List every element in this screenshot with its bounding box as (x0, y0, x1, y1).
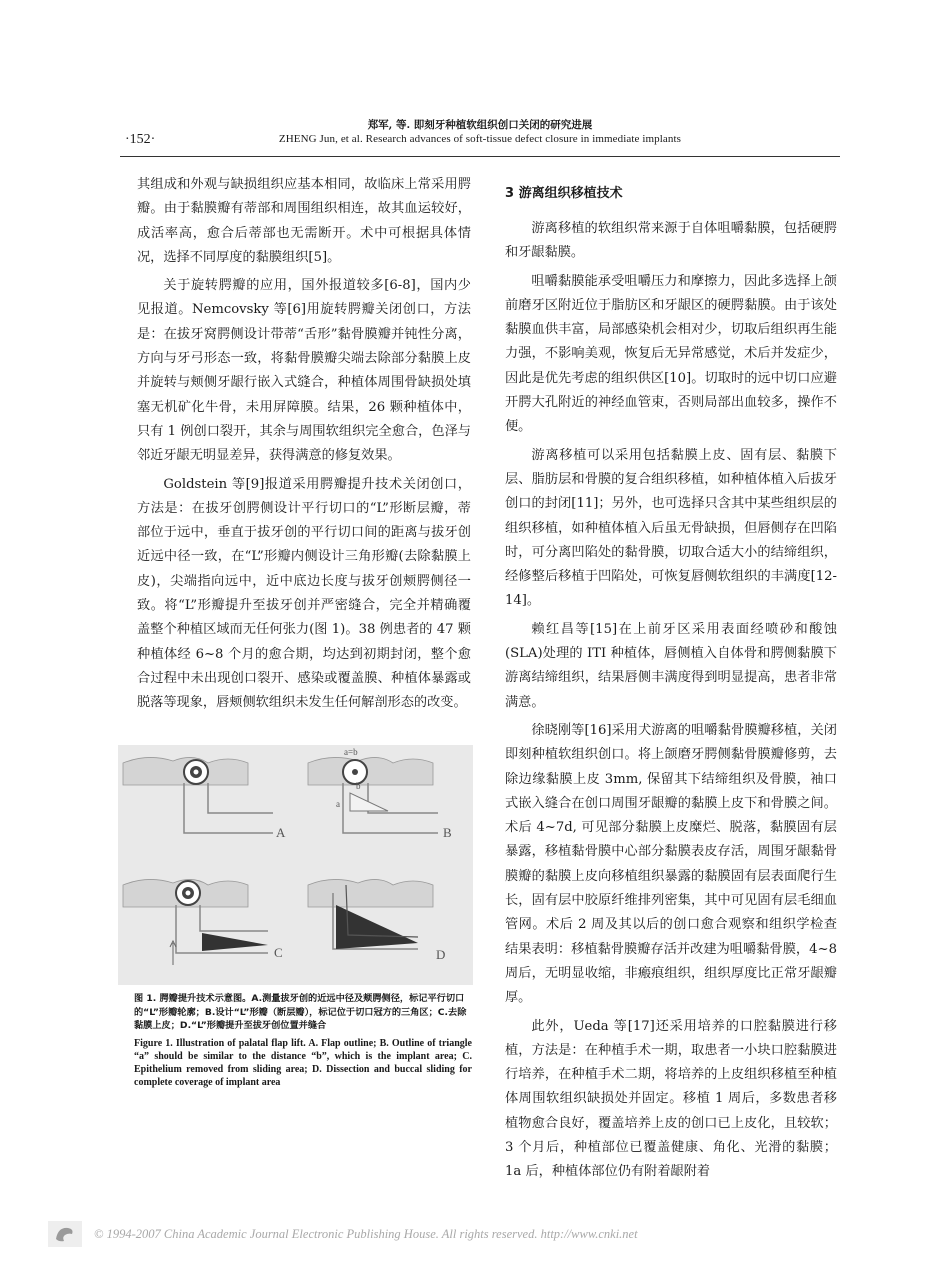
panel-label-b: B (443, 825, 452, 840)
panel-c (123, 879, 283, 965)
paragraph: 游离移植的软组织常来源于自体咀嚼黏膜，包括硬腭和牙龈黏膜。 (505, 221, 837, 261)
paragraph: 其组成和外观与缺损组织应基本相同，故临床上常采用腭瓣。由于黏膜瓣有蒂部和周围组织相连，故其血运较好，成活率高，愈合后蒂部也无需断开。术中可根据具体情况，选择不同厚度的黏膜组织[5]。 (137, 177, 471, 265)
paragraph: 徐晓刚等[16]采用犬游离的咀嚼黏骨膜瓣移植，关闭即刻种植软组织创口。将上颌磨牙腭侧黏骨膜瓣修剪，去除边缘黏膜上皮 3mm, 保留其下结缔组织及骨膜，袖口式嵌入缝合在创口周围牙龈瓣的黏膜上皮下和骨膜之间。术后 4~7d, 可见部分黏膜上皮糜烂、脱落，黏膜固有层暴露，移植黏骨膜中心部分黏膜表皮存活，周围牙龈黏骨膜瓣的黏膜上皮向移植组织暴露的黏膜固有层表面爬行生长，固有层中胶原纤维排列密集，其中可见固有层毛细血管网。术后 2 周及其以后的创口愈合观察和组织学检查结果表明：移植黏骨膜瓣存活并改建为咀嚼黏骨膜，4~8 周后，无明显收缩，非瘢痕组织，组织厚度比正常牙龈瓣厚。 (505, 722, 837, 1006)
panel-d (308, 879, 445, 962)
page-number: ·152· (125, 132, 156, 147)
header-rule (120, 156, 840, 157)
paragraph: 此外，Ueda 等[17]还采用培养的口腔黏膜进行移植，方法是：在种植手术一期，取患者一小块口腔黏膜进行培养，在种植手术二期，将培养的上皮组织移植至种植体周围软组织缺损处并固定。移植 1 周后，多数患者移植物愈合良好，覆盖培养上皮的创口已上皮化，且较软；3 个月后，种植部位已覆盖健康、角化、光滑的黏膜；1a 后，种植体部位仍有附着龈附着 (505, 1018, 837, 1180)
header-title-cn: 郑军, 等. 即刻牙种植软组织创口关闭的研究进展 (367, 119, 593, 131)
panel-label-d: D (436, 947, 446, 962)
running-header (120, 118, 840, 164)
caption-cn: 图 1. 腭瓣提升技术示意图。A.测量拔牙创的近远中径及颊腭侧径，标记平行切口的“L”形瓣轮廓；B.设计“L”形瓣（断层瓣），标记位于切口冠方的三角区；C.去除黏膜上皮；D.“L”形瓣提升至拔牙创位置并缝合 (134, 993, 467, 1032)
annotation-a: a (336, 799, 340, 809)
panel-label-a: A (276, 825, 286, 840)
annotation-a-equals-b: a=b (344, 747, 358, 757)
annotation-b: b (356, 781, 361, 791)
section-title: 3 游离组织移植技术 (505, 186, 623, 201)
panel-a (123, 757, 286, 840)
paragraph: Goldstein 等[9]报道采用腭瓣提升技术关闭创口，方法是：在拔牙创腭侧设计平行切口的“L”形断层瓣，蒂部位于远中，垂直于拔牙创的平行切口间的距离与拔牙创近远中径一致，在“L”形瓣内侧设计三角形瓣(去除黏膜上皮)，尖端指向远中，近中底边长度与拔牙创颊腭侧径一致。将“L”形瓣提升至拔牙创并严密缝合，完全并精确覆盖整个种植区域而无任何张力(图 1)。38 例患者的 47 颗种植体经 6~8 个月的愈合期，均达到初期封闭，整个愈合过程中未出现创口裂开、感染或覆盖膜、种植体暴露或脱落等现象，唇颊侧软组织未发生任何解剖形态的改变。 (137, 476, 471, 711)
paragraph: 咀嚼黏膜能承受咀嚼压力和摩擦力，因此多选择上颌前磨牙区附近位于脂肪区和牙龈区的硬腭黏膜。由于该处黏膜血供丰富，局部感染机会相对少，切取后组织再生能力强，不影响美观，恢复后无异常感觉，术后并发症少，因此是优先考虑的组织供区[10]。切取时的远中切口应避开腭大孔附近的神经血管束，否则局部出血较多，操作不便。 (505, 273, 837, 435)
header-titles (120, 118, 840, 146)
caption-en: Figure 1. Illustration of palatal flap lift. A. Flap outline; B. Outline of triangle “a” should be similar to the distance “b”, which is the implant area; C. Epithelium removed from sliding area; D. Dissection and buccal sliding for complete coverage of implant area (134, 1037, 472, 1088)
paragraph: 关于旋转腭瓣的应用，国外报道较多[6-8]，国内少见报道。Nemcovsky 等[6]用旋转腭瓣关闭创口，方法是：在拔牙窝腭侧设计带蒂“舌形”黏骨膜瓣并钝性分离，方向与牙弓形态一致，将黏骨膜瓣尖端去除部分黏膜上皮并旋转与颊侧牙龈行嵌入式缝合，种植体周围骨缺损处填塞无机矿化牛骨，未用屏障膜。结果，26 颗种植体中，只有 1 例创口裂开，其余与周围软组织完全愈合，色泽与邻近牙龈无明显差异，获得满意的修复效果。 (137, 278, 471, 464)
panel-b (308, 747, 452, 840)
panel-label-c: C (274, 945, 283, 960)
header-title-en: ZHENG Jun, et al. Research advances of soft-tissue defect closure in immediate implants (278, 133, 682, 145)
right-column (505, 183, 837, 1189)
left-column (137, 173, 471, 720)
paragraph: 赖红昌等[15]在上前牙区采用表面经喷砂和酸蚀(SLA)处理的 ITI 种植体，唇侧植入自体骨和腭侧黏膜下游离结缔组织，结果唇侧丰满度得到明显提高，患者非常满意。 (505, 621, 837, 710)
footer (40, 1215, 920, 1255)
cnki-logo-icon (48, 1221, 82, 1247)
paragraph: 游离移植可以采用包括黏膜上皮、固有层、黏膜下层、脂肪层和骨膜的复合组织移植，如种植体植入后拔牙创口的封闭[11]；另外，也可选择只含其中某些组织层的组织移植，如种植体植入后虽无骨缺损，但唇侧存在凹陷时，可分离凹陷处的黏骨膜，切取合适大小的结缔组织，经修整后移植于凹陷处，可恢复唇侧软组织的丰满度[12-14]。 (505, 447, 837, 609)
figure-1-illustration (118, 745, 473, 985)
copyright-text: © 1994-2007 China Academic Journal Electronic Publishing House. All rights reserved. http://www.cnki.net (94, 1227, 638, 1241)
figure-svg (118, 745, 473, 985)
figure-caption (134, 992, 472, 1089)
